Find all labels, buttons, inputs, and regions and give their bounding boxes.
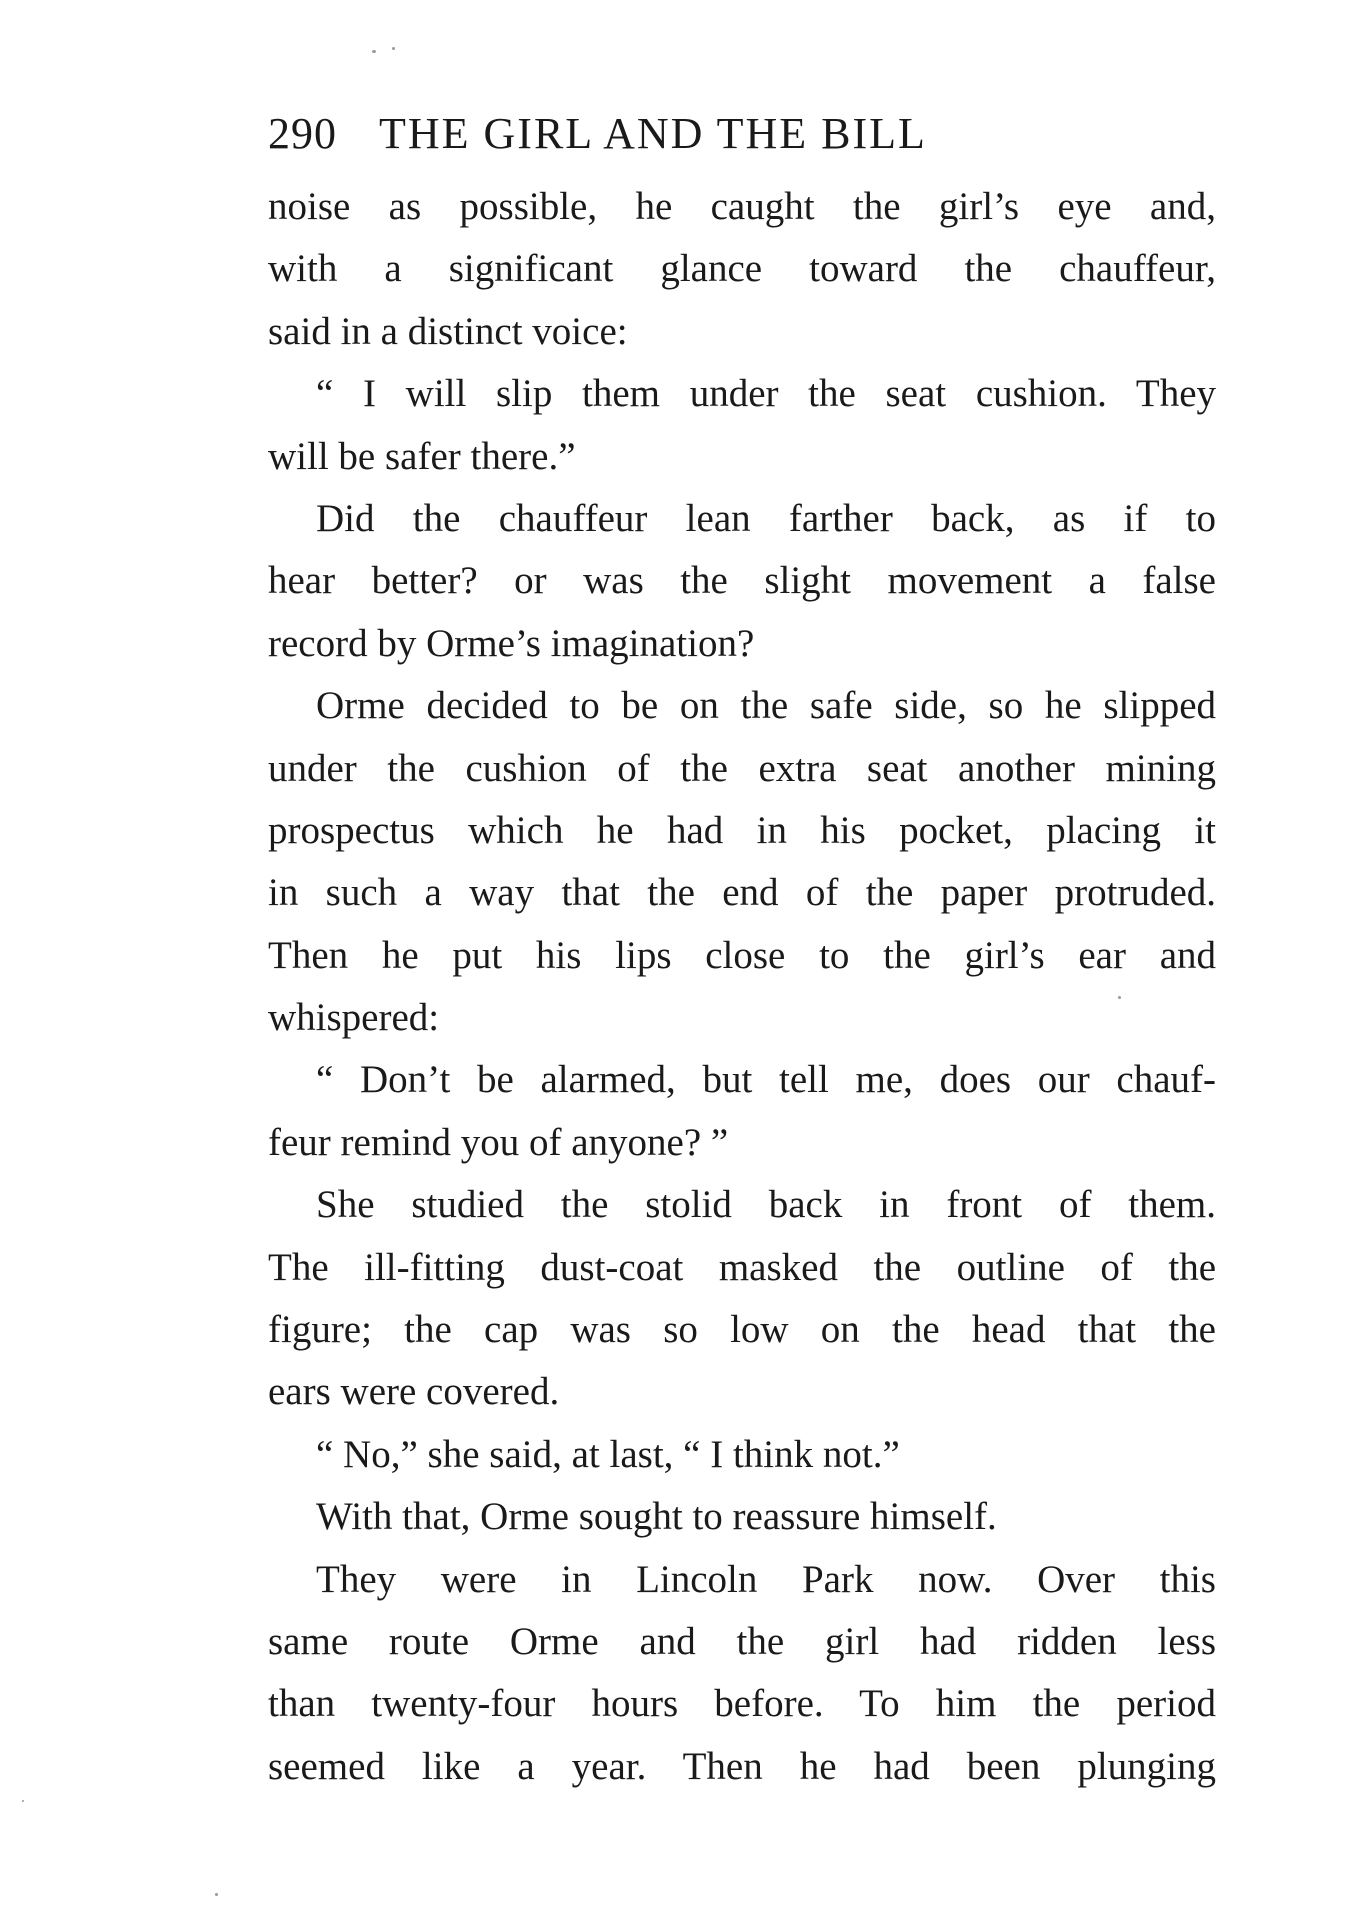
text-line: ears were covered. xyxy=(268,1370,560,1414)
text-line: with a significant glance toward the chauffeur, xyxy=(268,247,1216,291)
text-line: feur remind you of anyone? ” xyxy=(268,1120,729,1164)
text-line: noise as possible, he caught the girl’s eye and, xyxy=(268,185,1216,228)
text-line: Then he put his lips close to the girl’s ear and xyxy=(268,933,1216,977)
text-line: “ I will slip them under the seat cushion. They xyxy=(316,372,1216,416)
text-line: “ No,” she said, at last, “ I think not.” xyxy=(316,1432,900,1476)
text-line: record by Orme’s imagination? xyxy=(268,621,755,665)
scan-speck xyxy=(392,47,395,50)
scan-speck xyxy=(22,1800,24,1802)
running-head xyxy=(268,108,1088,168)
text-line: prospectus which he had in his pocket, placing it xyxy=(268,808,1216,852)
scan-speck xyxy=(215,1893,218,1896)
text-line: will be safer there.” xyxy=(268,434,576,478)
text-line: They were in Lincoln Park now. Over this xyxy=(316,1557,1216,1601)
text-line: With that, Orme sought to reassure himself. xyxy=(316,1495,997,1539)
text-line: hear better? or was the slight movement a false xyxy=(268,559,1216,603)
text-line: figure; the cap was so low on the head that the xyxy=(268,1308,1216,1352)
scan-speck xyxy=(1118,996,1121,999)
text-line: whispered: xyxy=(268,996,440,1040)
text-line: seemed like a year. Then he had been plunging xyxy=(268,1744,1216,1788)
text-line: The ill-fitting dust-coat masked the outline of the xyxy=(268,1245,1216,1289)
scan-speck xyxy=(372,50,376,53)
text-line: under the cushion of the extra seat another mining xyxy=(268,746,1216,790)
text-line: Orme decided to be on the safe side, so he slipped xyxy=(316,684,1216,728)
body-text xyxy=(268,176,1216,1798)
text-line: said in a distinct voice: xyxy=(268,309,628,353)
text-line: same route Orme and the girl had ridden less xyxy=(268,1619,1216,1663)
text-line: “ Don’t be alarmed, but tell me, does our chauf- xyxy=(316,1058,1216,1102)
text-line: than twenty-four hours before. To him the period xyxy=(268,1682,1216,1726)
text-line: She studied the stolid back in front of them. xyxy=(316,1183,1216,1227)
running-title: THE GIRL AND THE BILL xyxy=(379,109,927,158)
text-line: Did the chauffeur lean farther back, as if to xyxy=(316,496,1216,540)
text-line: in such a way that the end of the paper protruded. xyxy=(268,871,1216,915)
page-number: 290 xyxy=(268,109,337,158)
